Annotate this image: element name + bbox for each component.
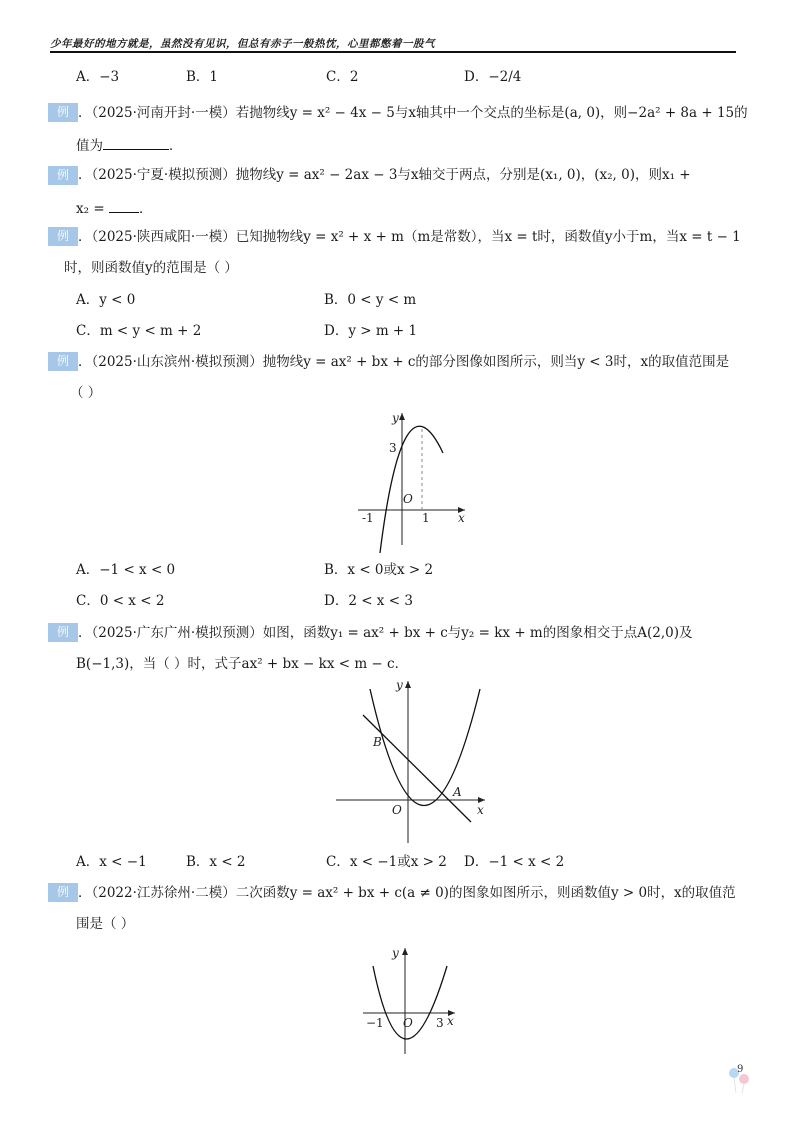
- prev-option-d: D．−2/4: [464, 69, 522, 85]
- q25-origin-label: O: [392, 803, 402, 817]
- q24-option-c: C．0 < x < 2: [76, 593, 165, 609]
- q23-option-a: A．y < 0: [76, 292, 136, 308]
- q23-text-line1: ．（2025·陕西咸阳·一模）已知抛物线y = x² + x + m（m是常数），当x = t时，函数值y小于m，当x = t − 1: [78, 229, 741, 245]
- prev-option-c: C．2: [326, 69, 359, 85]
- prev-option-a: A．−3: [76, 69, 120, 85]
- question-badge-23: 例 23: [48, 227, 78, 246]
- q25-figure: [330, 675, 490, 845]
- q26-text-line1: ．（2022·江苏徐州·二模）二次函数y = ax² + bx + c(a ≠ 0)的图象如图所示，则函数值y > 0时，x的取值范: [78, 885, 736, 901]
- q21-suffix: ．: [169, 138, 183, 154]
- q22-prefix: x₂ =: [76, 201, 105, 217]
- q21-answer-blank: [103, 135, 169, 150]
- question-badge-25: 例 25: [48, 623, 78, 642]
- q26-y-label: y: [392, 946, 399, 960]
- header-rule: [50, 51, 736, 53]
- q26-text-line2: 围是（ ）: [76, 916, 135, 932]
- prev-option-b: B．1: [186, 69, 219, 85]
- q23-text-line2: 时，则函数值y的范围是（ ）: [64, 260, 238, 276]
- q24-figure: [340, 405, 480, 555]
- q25-option-a: A．x < −1: [76, 854, 147, 870]
- q24-origin-label: O: [403, 492, 413, 506]
- q25-text-line1: ．（2025·广东广州·模拟预测）如图，函数y₁ = ax² + bx + c与y₂ = kx + m的图象相交于点A(2,0)及: [78, 625, 693, 641]
- q23-option-b: B．0 < y < m: [324, 292, 417, 308]
- q25-point-b-label: B: [373, 735, 382, 749]
- q24-tick-1: 1: [422, 511, 430, 525]
- q25-option-b: B．x < 2: [186, 854, 246, 870]
- q25-y-arrow: [405, 681, 411, 688]
- q24-y-label: y: [392, 411, 399, 425]
- q25-option-d: D．−1 < x < 2: [464, 854, 565, 870]
- q26-x-label: x: [447, 1014, 454, 1028]
- q25-x-label: x: [477, 803, 484, 817]
- q24-x-label: x: [458, 511, 465, 525]
- q21-text-line2: [76, 135, 183, 155]
- q22-suffix: ．: [138, 201, 153, 217]
- header-motto: 少年最好的地方就是，虽然没有见识，但总有赤子一般热忱，心里都憋着一股气: [50, 38, 435, 50]
- q24-tick-3: 3: [389, 441, 397, 455]
- q24-y-arrow: [399, 413, 405, 420]
- q26-origin-label: O: [403, 1016, 413, 1030]
- page-number: 9: [737, 1064, 744, 1075]
- q22-answer-blank: [109, 198, 139, 213]
- q25-y-label: y: [396, 678, 403, 692]
- q21-text-line1: ．（2025·河南开封·一模）若抛物线y = x² − 4x − 5与x轴其中一个交点的坐标是(a, 0)，则−2a² + 8a + 15的: [78, 105, 748, 121]
- q25-option-c: C．x < −1或x > 2: [326, 854, 447, 870]
- q26-tick-neg1: −1: [366, 1016, 384, 1030]
- question-badge-24: 例 24: [48, 352, 78, 371]
- q22-text-line1: ．（2025·宁夏·模拟预测）抛物线y = ax² − 2ax − 3与x轴交于两点，分别是(x₁, 0)，(x₂, 0)，则x₁ +: [78, 167, 691, 183]
- q24-tick-neg1: -1: [362, 511, 374, 525]
- page-header: [50, 36, 736, 52]
- q24-text-line1: ．（2025·山东滨州·模拟预测）抛物线y = ax² + bx + c的部分图像如图所示，则当y < 3时，x的取值范围是: [78, 354, 730, 370]
- q24-text-line2: （ ）: [70, 385, 102, 401]
- q23-option-c: C．m < y < m + 2: [76, 323, 202, 339]
- q24-option-d: D．2 < x < 3: [324, 593, 413, 609]
- q25-parabola: [370, 689, 480, 806]
- question-badge-21: 例 21: [48, 103, 78, 122]
- q24-option-b: B．x < 0或x > 2: [324, 562, 434, 578]
- q24-option-a: A．−1 < x < 0: [76, 562, 176, 578]
- q26-y-arrow: [402, 948, 408, 955]
- question-badge-22: 例 22: [48, 166, 78, 185]
- question-badge-26: 例 26: [48, 883, 78, 902]
- q26-figure: [355, 942, 465, 1057]
- q25-text-line2: B(−1,3)，当（ ）时，式子ax² + bx − kx < m − c．: [76, 656, 409, 672]
- q21-prefix: 值为: [76, 138, 103, 154]
- q23-option-d: D．y > m + 1: [324, 323, 418, 339]
- q26-tick-3: 3: [436, 1016, 444, 1030]
- q22-text-line2: [76, 198, 152, 218]
- q25-point-a-label: A: [453, 785, 462, 799]
